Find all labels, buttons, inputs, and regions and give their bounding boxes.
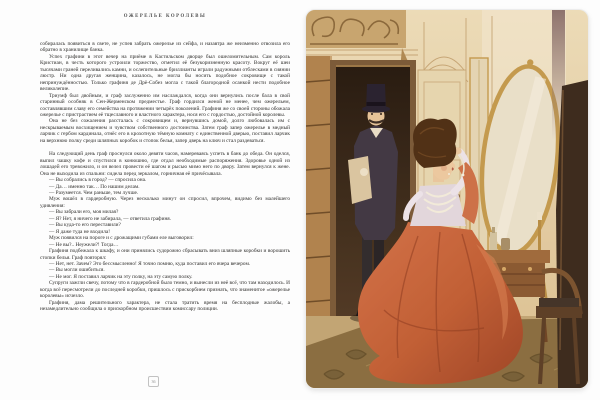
running-title: ОЖЕРЕЛЬЕ КОРОЛЕВЫ (123, 14, 207, 19)
paragraph: — Я даже туда не входила! (49, 228, 110, 235)
illustration-page (306, 10, 588, 388)
paragraph: Успех графини в этот вечер на приёме в Кастильском дворце был ошеломительным. Сам король Кристиан, в честь которого устроили торжество, отметил её безукоризненную красоту. Вокруг её шеи тысячами граней переливались камни, и ослепительные бриллианты играли радужными отблесками в сиянии люстр. Ни одна другая женщина, казалось, не могла бы носить подобное сокровище с такой непринуждённостью. Только графиня де Дрё-Собез могла с такой благородной осанкой нести подобное великолепие. (40, 53, 290, 93)
paragraph: — Разумеется. Чем раньше, тем лучше. (49, 189, 139, 196)
paragraph: собиралась появиться в свете, не успев забрать ожерелье из сейфа, и назавтра же неизменно отвозила его обратно в хранилище банка. (40, 41, 290, 54)
paragraph: — Нет, нет. Зачем? Это бессмысленно! Я точно помню, куда поставил его вчера вечером. (49, 260, 251, 267)
paragraph: Супруги зажгли свечу, потому что в гардеробной было темно, и вынесли из неё всё, что там находилось. И когда всё пересмотрели до последней коробки, пришлось с прискорбием признать, что знаменитое «ожерелье королевы» исчезло. (40, 280, 290, 300)
paragraph: — Не вы?.. Неужели?! Тогда… (49, 241, 119, 248)
paragraph: — Не мог. Я поставил ларчик на эту полку, на эту самую полку. (49, 273, 193, 280)
paragraph: — Вы могли ошибиться. (49, 267, 105, 274)
page-number-ornament (148, 376, 159, 387)
paragraph: Графиня подбежала к шкафу, и они принялись судорожно сбрасывать вниз шляпные коробки и ворошить стопки белья. Граф повторял: (40, 248, 290, 261)
illustration (306, 10, 588, 388)
paragraph: — Я? Нет, я ничего не забирала, — ответила графиня. (49, 215, 172, 222)
paragraph: — Вы забрали его, моя милая? (49, 209, 119, 216)
paragraph: — Вы собрались в город? — спросила она. (49, 177, 147, 184)
paragraph: Она не без сожаления рассталась с сокровищем и, вернувшись домой, долго любовалась им с нескрываемым восхищением и чувством собственного достоинства. Затем граф запер ожерелье в медный ларчик с гербом кардинала, отнёс его в крохотную тёмную комнату с единственной дверью, поставил ларчик на верхнюю полку среди шляпных коробок и стопок белья, запер дверь на ключ и стал раздеваться. (40, 118, 290, 144)
paragraph: Муж вошёл в гардеробную. Через несколько минут он спросил, впрочем, видимо без малейшего удивления: (40, 196, 290, 209)
paragraph: Муж появился на пороге и с дрожащими губами еле выговорил: (49, 235, 194, 242)
paragraph: — Вы куда-то его переставили? (49, 222, 121, 229)
text-column (40, 41, 290, 353)
paragraph: На следующий день граф проснулся около девяти часов, намереваясь успеть в банк до обеда. Он оделся, выпил чашку кофе и спустился в конюшню, где отдал необходимые распоряжения. Здоровье одной из лошадей его тревожило, и он велел провести её шагом и рысью мимо него по двору. Затем вернулся к жене. Она не выходила из спальни: сидела перед зеркалом, горничная её причёсывала. (40, 151, 290, 177)
vignette (306, 10, 588, 388)
paragraph: — Да… именно так… По нашим делам. (49, 183, 140, 190)
paragraph: Графиня, дама решительного характера, не стала тратить время на бесплодные жалобы, а незамедлительно сообщила о прискорбном происшествии комиссару полиции. (40, 299, 290, 313)
paragraph: Триумф был двойным, и граф заслуженно им наслаждался, когда они вернулись после бала в свой старинный особняк в Сен-Жерменском предместье. Граф гордился женой не менее, чем ожерельем, составлявшим славу его семейства на протяжении четырёх поколений. Графиня же со своей стороны обожала ожерелье с пристрастием её тщеславного и властного характера, нося его с гордостью, достойной королевы. (40, 92, 290, 118)
page-number: 36 (151, 378, 156, 384)
